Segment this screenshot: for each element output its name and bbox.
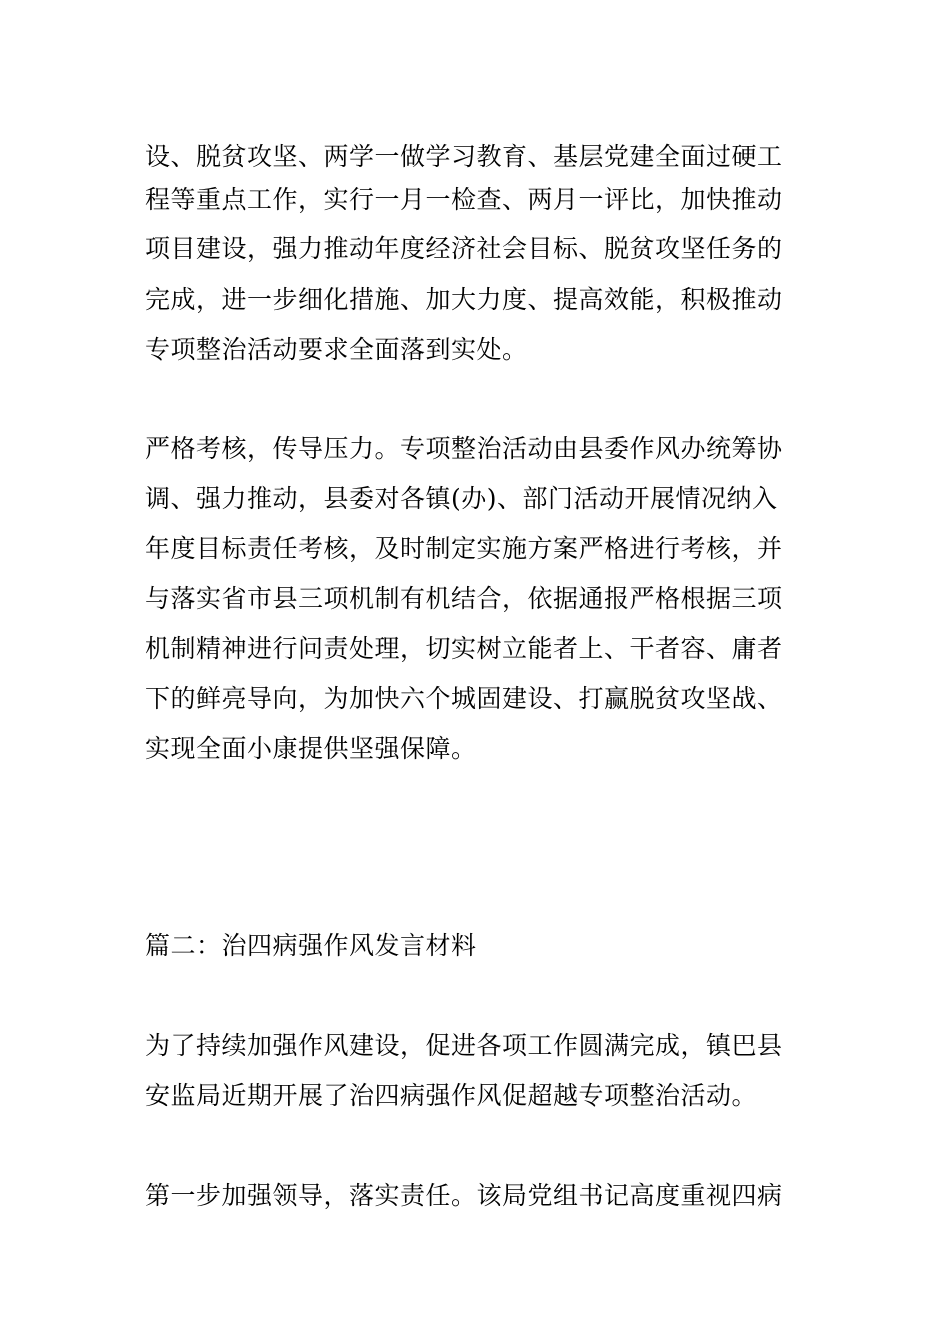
paragraph-line: 调、强力推动，县委对各镇(办)、部门活动开展情况纳入 xyxy=(145,484,778,513)
paragraph-line: 项目建设，强力推动年度经济社会目标、脱贫攻坚任务的 xyxy=(145,234,783,263)
paragraph-line: 程等重点工作，实行一月一检查、两月一评比，加快推动 xyxy=(145,185,783,214)
paragraph-line: 完成，进一步细化措施、加大力度、提高效能，积极推动 xyxy=(145,285,783,314)
paragraph-line: 实现全面小康提供坚强保障。 xyxy=(145,734,477,763)
paragraph-line: 安监局近期开展了治四病强作风促超越专项整治活动。 xyxy=(145,1081,758,1110)
paragraph-line: 与落实省市县三项机制有机结合，依据通报严格根据三项 xyxy=(145,584,783,613)
paragraph-line: 为了持续加强作风建设，促进各项工作圆满完成，镇巴县 xyxy=(145,1031,783,1060)
paragraph-line: 专项整治活动要求全面落到实处。 xyxy=(145,335,528,364)
paragraph-line: 年度目标责任考核，及时制定实施方案严格进行考核，并 xyxy=(145,534,783,563)
section-title: 篇二：治四病强作风发言材料 xyxy=(145,931,477,960)
paragraph-line: 设、脱贫攻坚、两学一做学习教育、基层党建全面过硬工 xyxy=(145,142,783,171)
paragraph-line: 严格考核，传导压力。专项整治活动由县委作风办统筹协 xyxy=(145,434,783,463)
paragraph-line: 机制精神进行问责处理，切实树立能者上、干者容、庸者 xyxy=(145,634,783,663)
paragraph-line: 第一步加强领导，落实责任。该局党组书记高度重视四病 xyxy=(145,1181,783,1210)
paragraph-line: 下的鲜亮导向，为加快六个城固建设、打赢脱贫攻坚战、 xyxy=(145,684,783,713)
